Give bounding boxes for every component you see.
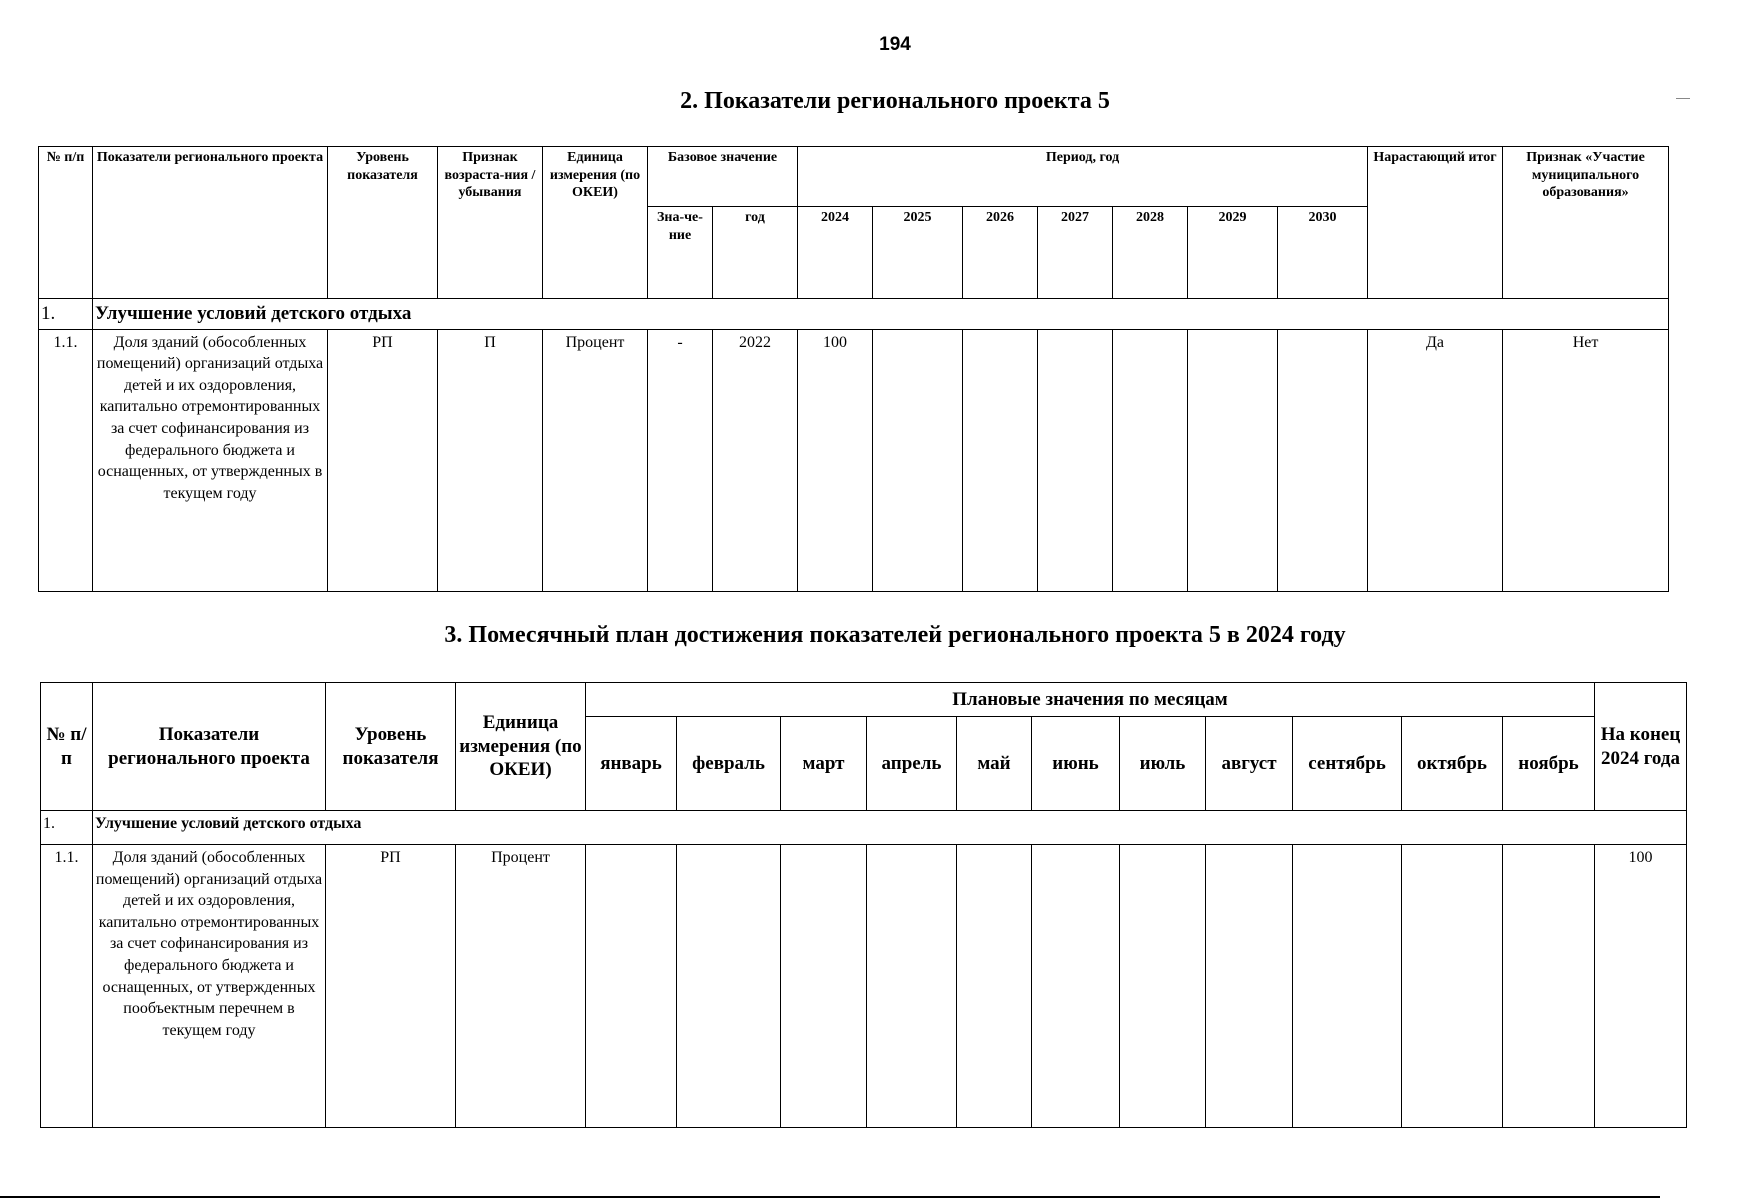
header-indicator: Показатели регионального проекта xyxy=(93,147,328,299)
footer-divider xyxy=(0,1196,1660,1198)
header-base: Базовое значение xyxy=(648,147,798,207)
header-month: ноябрь xyxy=(1503,717,1595,811)
monthly-plan-table xyxy=(40,682,1687,1128)
header-month: август xyxy=(1206,717,1293,811)
header-unit: Единица измерения (по ОКЕИ) xyxy=(456,683,586,811)
header-unit: Единица измерения (по ОКЕИ) xyxy=(543,147,648,299)
header-num: № п/п xyxy=(39,147,93,299)
header-year: 2025 xyxy=(873,207,963,299)
table2-title: 2. Показатели регионального проекта 5 xyxy=(680,88,1110,114)
row-month-value xyxy=(1206,845,1293,1128)
row-year-value xyxy=(1113,329,1188,591)
header-num: № п/п xyxy=(41,683,93,811)
row-year-value xyxy=(963,329,1038,591)
row-month-value xyxy=(1120,845,1206,1128)
header-year: 2027 xyxy=(1038,207,1113,299)
header-level: Уровень показателя xyxy=(328,147,438,299)
row-year-value: 100 xyxy=(798,329,873,591)
row-month-value xyxy=(1293,845,1402,1128)
header-trend: Признак возраста-ния / убывания xyxy=(438,147,543,299)
table3-title: 3. Помесячный план достижения показателей регионального проекта 5 в 2024 году xyxy=(444,622,1346,648)
section-title: Улучшение условий детского отдыха xyxy=(93,299,1669,330)
header-base-year: год xyxy=(713,207,798,299)
header-indicator: Показатели регионального проекта xyxy=(93,683,326,811)
row-trend: П xyxy=(438,329,543,591)
row-unit: Процент xyxy=(456,845,586,1128)
header-period: Период, год xyxy=(798,147,1368,207)
row-num: 1.1. xyxy=(39,329,93,591)
row-municipal: Нет xyxy=(1503,329,1669,591)
header-month: январь xyxy=(586,717,677,811)
section-title: Улучшение условий детского отдыха xyxy=(93,811,1687,845)
row-year-value xyxy=(1038,329,1113,591)
section-num: 1. xyxy=(41,811,93,845)
header-year: 2026 xyxy=(963,207,1038,299)
row-base-year: 2022 xyxy=(713,329,798,591)
header-year: 2024 xyxy=(798,207,873,299)
header-month: апрель xyxy=(867,717,957,811)
row-month-value xyxy=(1032,845,1120,1128)
header-end: На конец 2024 года xyxy=(1595,683,1687,811)
row-year-value xyxy=(873,329,963,591)
section-num: 1. xyxy=(39,299,93,330)
header-month: июнь xyxy=(1032,717,1120,811)
row-base-value: - xyxy=(648,329,713,591)
row-indicator: Доля зданий (обособленных помещений) организаций отдыха детей и их оздоровления, капитально отремонтированных за счет софинансирования из федерального бюджета и оснащенных, от утвержденных в текущем году xyxy=(93,329,328,591)
row-month-value xyxy=(1503,845,1595,1128)
row-month-value xyxy=(586,845,677,1128)
row-month-value xyxy=(1402,845,1503,1128)
row-month-value xyxy=(677,845,781,1128)
row-num: 1.1. xyxy=(41,845,93,1128)
row-month-value xyxy=(957,845,1032,1128)
header-plan: Плановые значения по месяцам xyxy=(586,683,1595,717)
header-year: 2029 xyxy=(1188,207,1278,299)
header-month: май xyxy=(957,717,1032,811)
header-cumulative: Нарастающий итог xyxy=(1368,147,1503,299)
page-number: 194 xyxy=(879,34,911,55)
header-municipal: Признак «Участие муниципального образования» xyxy=(1503,147,1669,299)
header-year: 2030 xyxy=(1278,207,1368,299)
scan-mark xyxy=(1676,98,1690,99)
indicators-table xyxy=(38,146,1669,592)
row-indicator: Доля зданий (обособленных помещений) организаций отдыха детей и их оздоровления, капитально отремонтированных за счет софинансирования из федерального бюджета и оснащенных, от утвержденных пообъектным перечнем в текущем году xyxy=(93,845,326,1128)
row-level: РП xyxy=(326,845,456,1128)
row-year-value xyxy=(1278,329,1368,591)
header-level: Уровень показателя xyxy=(326,683,456,811)
header-month: октябрь xyxy=(1402,717,1503,811)
header-month: март xyxy=(781,717,867,811)
header-month: сентябрь xyxy=(1293,717,1402,811)
header-month: июль xyxy=(1120,717,1206,811)
row-month-value xyxy=(781,845,867,1128)
row-end-value: 100 xyxy=(1595,845,1687,1128)
row-unit: Процент xyxy=(543,329,648,591)
row-cumulative: Да xyxy=(1368,329,1503,591)
row-year-value xyxy=(1188,329,1278,591)
row-level: РП xyxy=(328,329,438,591)
row-month-value xyxy=(867,845,957,1128)
header-year: 2028 xyxy=(1113,207,1188,299)
header-base-value: Зна-че-ние xyxy=(648,207,713,299)
header-month: февраль xyxy=(677,717,781,811)
